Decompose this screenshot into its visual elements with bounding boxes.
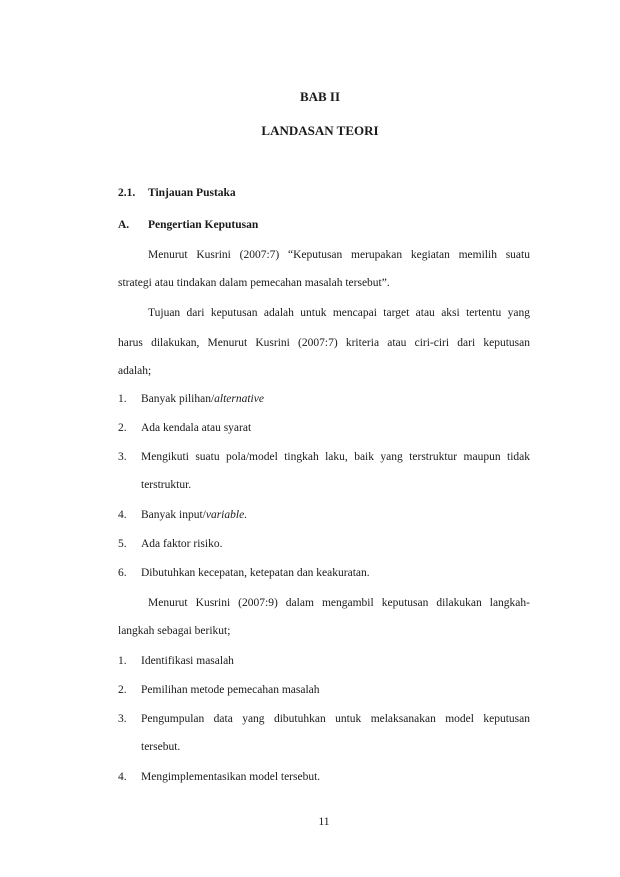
list1-number: 4. bbox=[118, 509, 127, 521]
list2-number: 2. bbox=[118, 684, 127, 696]
list2-item: Identifikasi masalah bbox=[141, 655, 234, 667]
chapter-heading: BAB II bbox=[299, 89, 341, 104]
list1-item: Ada kendala atau syarat bbox=[141, 422, 252, 434]
para3-line1: Menurut Kusrini (2007:9) dalam mengambil keputusan dilakukan langkah- bbox=[148, 597, 530, 609]
list2-item: Mengimplementasikan model tersebut. bbox=[141, 771, 321, 783]
list1-item-continuation: terstruktur. bbox=[141, 479, 192, 491]
chapter-title: LANDASAN TEORI bbox=[261, 123, 379, 138]
para2-line3: adalah; bbox=[118, 365, 152, 377]
subsection-letter: A. bbox=[118, 219, 130, 231]
list1-number: 2. bbox=[118, 422, 127, 434]
list2-number: 4. bbox=[118, 771, 127, 783]
para1-line2: strategi atau tindakan dalam pemecahan masalah tersebut”. bbox=[118, 277, 390, 289]
list1-item: Mengikuti suatu pola/model tingkah laku, baik yang terstruktur maupun tidak bbox=[141, 451, 530, 463]
section-number: 2.1. bbox=[118, 187, 136, 199]
list1-number: 3. bbox=[118, 451, 127, 463]
list1-number: 5. bbox=[118, 538, 127, 550]
list1-item: Dibutuhkan kecepatan, ketepatan dan keakuratan. bbox=[141, 567, 370, 579]
list1-number: 1. bbox=[118, 393, 127, 405]
para3-line2: langkah sebagai berikut; bbox=[118, 625, 231, 637]
list2-item-continuation: tersebut. bbox=[141, 741, 181, 753]
page-number: 11 bbox=[318, 816, 330, 828]
para2-line1: Tujuan dari keputusan adalah untuk mencapai target atau aksi tertentu yang bbox=[148, 307, 530, 319]
list2-number: 3. bbox=[118, 713, 127, 725]
list2-number: 1. bbox=[118, 655, 127, 667]
list1-number: 6. bbox=[118, 567, 127, 579]
para2-line2: harus dilakukan, Menurut Kusrini (2007:7) kriteria atau ciri-ciri dari keputusan bbox=[118, 337, 530, 349]
list1-item: Banyak input/variable. bbox=[141, 509, 248, 521]
subsection-title: Pengertian Keputusan bbox=[148, 219, 259, 231]
list2-item: Pengumpulan data yang dibutuhkan untuk melaksanakan model keputusan bbox=[141, 713, 530, 725]
para1-line1: Menurut Kusrini (2007:7) “Keputusan merupakan kegiatan memilih suatu bbox=[148, 249, 530, 261]
list1-item: Banyak pilihan/alternative bbox=[141, 393, 264, 405]
list1-item: Ada faktor risiko. bbox=[141, 538, 223, 550]
list2-item: Pemilihan metode pemecahan masalah bbox=[141, 684, 320, 696]
section-title: Tinjauan Pustaka bbox=[148, 187, 236, 199]
